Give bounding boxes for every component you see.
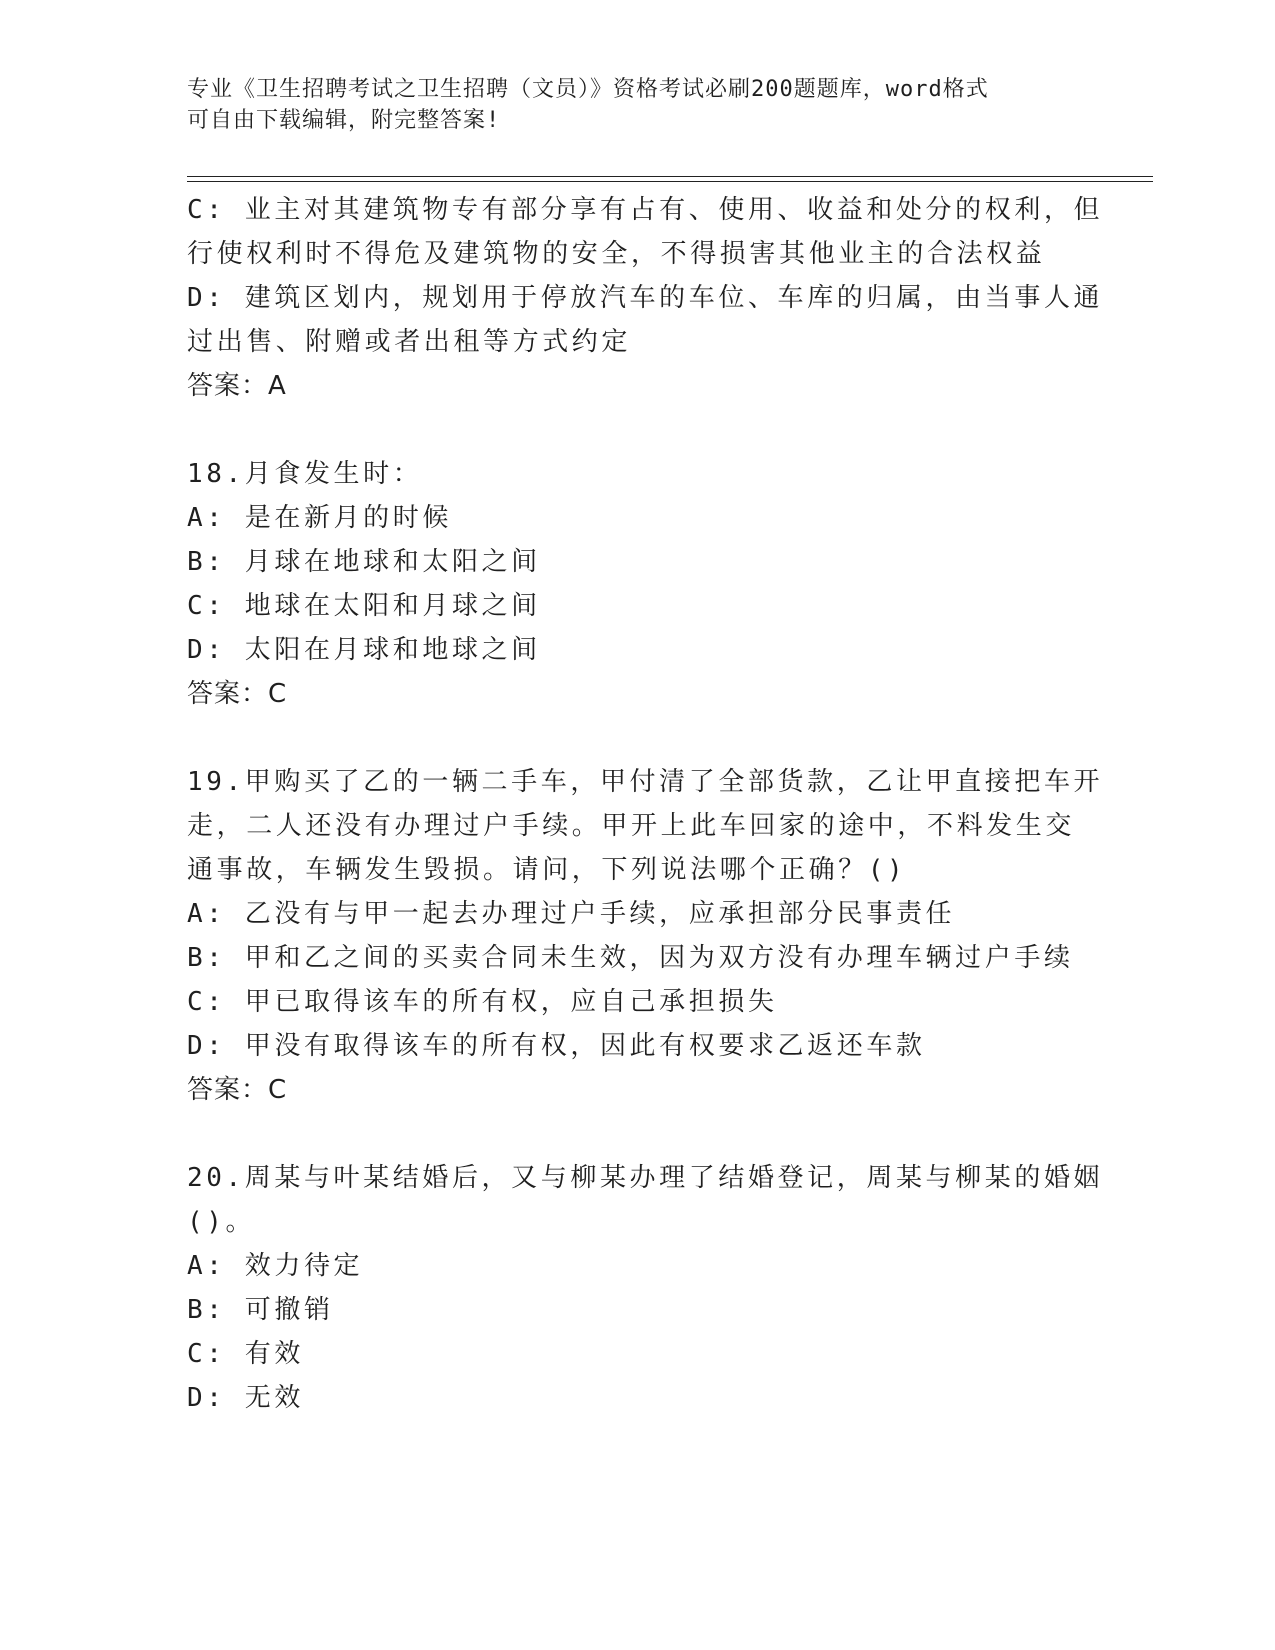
q17-answer: 答案：A [187,371,287,401]
q19-stem-line-1: 19.甲购买了乙的一辆二手车，甲付清了全部货款，乙让甲直接把车开 [187,767,1104,797]
q20-stem-line-2: ()。 [187,1207,256,1237]
q20-option-d: D: 无效 [187,1383,304,1413]
q17-option-c-line-1: C: 业主对其建筑物专有部分享有占有、使用、收益和处分的权利，但 [187,195,1104,225]
document-header [187,74,1087,136]
q19-option-c: C: 甲已取得该车的所有权，应自己承担损失 [187,987,778,1017]
header-divider-bottom [187,181,1153,182]
q20-option-c: C: 有效 [187,1339,304,1369]
q19-option-a: A: 乙没有与甲一起去办理过户手续，应承担部分民事责任 [187,899,956,929]
q20-option-a: A: 效力待定 [187,1251,364,1281]
q20-stem-line-1: 20.周某与叶某结婚后，又与柳某办理了结婚登记，周某与柳某的婚姻 [187,1163,1104,1193]
q17-option-c-line-2: 行使权利时不得危及建筑物的安全，不得损害其他业主的合法权益 [187,239,1046,269]
q19-option-b: B: 甲和乙之间的买卖合同未生效，因为双方没有办理车辆过户手续 [187,943,1074,973]
q18-stem: 18.月食发生时： [187,459,423,489]
q18-option-d: D: 太阳在月球和地球之间 [187,635,541,665]
q18-option-c: C: 地球在太阳和月球之间 [187,591,541,621]
q18-option-a: A: 是在新月的时候 [187,503,452,533]
header-divider-top [187,176,1153,177]
q18-option-b: B: 月球在地球和太阳之间 [187,547,541,577]
q19-answer: 答案：C [187,1075,288,1105]
q19-stem-line-2: 走，二人还没有办理过户手续。甲开上此车回家的途中，不料发生交 [187,811,1076,841]
q19-stem-line-3: 通事故，车辆发生毁损。请问，下列说法哪个正确？() [187,855,907,885]
q17-option-d-line-1: D: 建筑区划内，规划用于停放汽车的车位、车库的归属，由当事人通 [187,283,1104,313]
header-title-line-1: 专业《卫生招聘考试之卫生招聘（文员）》资格考试必刷200题题库，word格式 [187,77,989,102]
header-title-line-2: 可自由下载编辑，附完整答案! [187,108,501,133]
q17-option-d-line-2: 过出售、附赠或者出租等方式约定 [187,327,632,357]
q18-answer: 答案：C [187,679,288,709]
q19-option-d: D: 甲没有取得该车的所有权，因此有权要求乙返还车款 [187,1031,926,1061]
q20-option-b: B: 可撤销 [187,1295,334,1325]
